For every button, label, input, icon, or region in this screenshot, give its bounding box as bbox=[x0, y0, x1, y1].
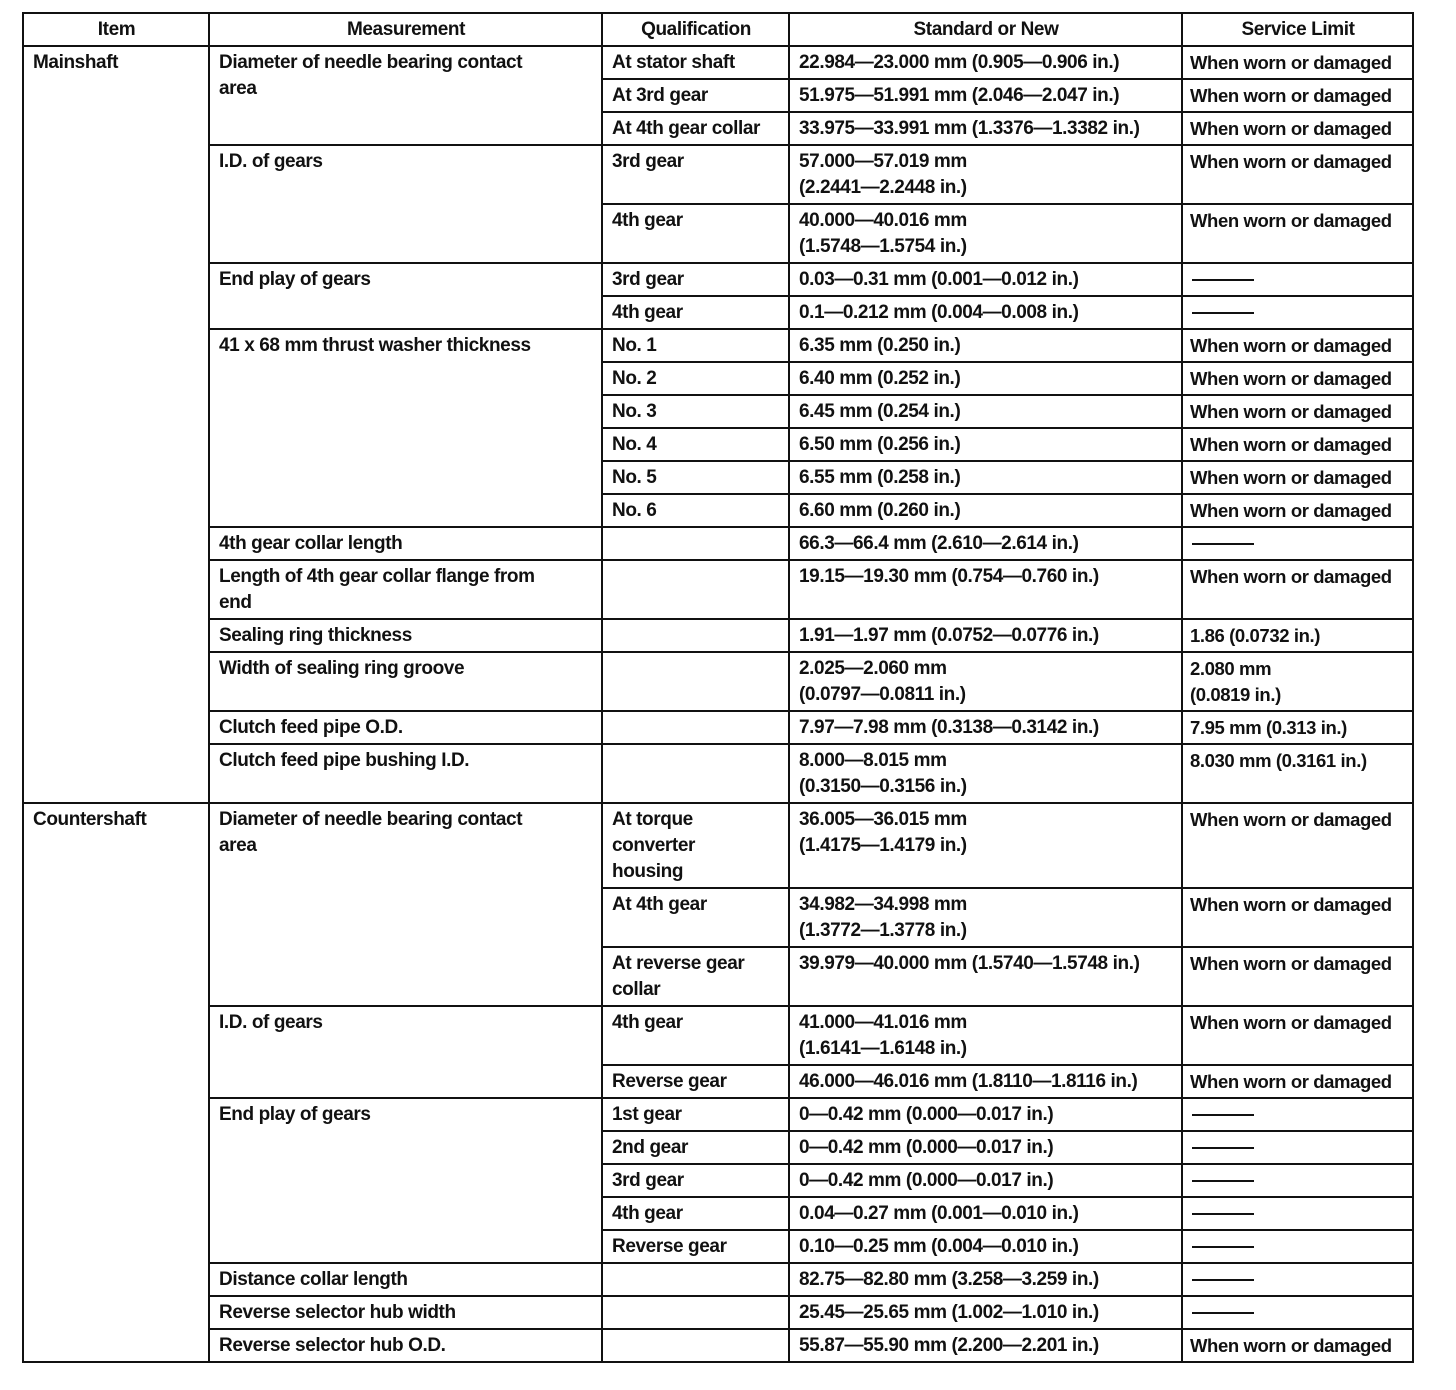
measurement-cell bbox=[209, 145, 602, 263]
qualification-cell bbox=[602, 1006, 789, 1065]
cell-line: (0.0797—0.0811 in.) bbox=[799, 684, 966, 705]
qualification-cell bbox=[602, 1131, 789, 1164]
dash-rule bbox=[1192, 279, 1254, 281]
cell-line: 4th gear bbox=[612, 1203, 683, 1224]
qualification-cell bbox=[602, 744, 789, 803]
service-limit-cell bbox=[1182, 1296, 1413, 1329]
qualification-cell bbox=[602, 204, 789, 263]
qualification-cell bbox=[602, 362, 789, 395]
standard-cell bbox=[789, 744, 1182, 803]
standard-cell bbox=[789, 79, 1182, 112]
header-row bbox=[23, 13, 1413, 46]
cell-line: area bbox=[219, 835, 257, 856]
cell-line: 0—0.42 mm (0.000—0.017 in.) bbox=[799, 1137, 1054, 1158]
service-limit-cell bbox=[1182, 1164, 1413, 1197]
measurement-cell bbox=[209, 619, 602, 652]
cell-line: When worn or damaged bbox=[1190, 500, 1392, 521]
cell-line: 0.04—0.27 mm (0.001—0.010 in.) bbox=[799, 1203, 1079, 1224]
cell-line: Sealing ring thickness bbox=[219, 625, 412, 646]
qualification-cell bbox=[602, 1230, 789, 1263]
cell-line: At torque bbox=[612, 809, 693, 830]
table-row bbox=[23, 619, 1413, 652]
cell-line: 0—0.42 mm (0.000—0.017 in.) bbox=[799, 1104, 1054, 1125]
header-item: Item bbox=[23, 13, 209, 46]
table-row bbox=[23, 744, 1413, 803]
service-limit-cell bbox=[1182, 803, 1413, 888]
measurement-cell bbox=[209, 329, 602, 527]
qualification-cell bbox=[602, 395, 789, 428]
header-measurement: Measurement bbox=[209, 13, 602, 46]
service-limit-cell bbox=[1182, 744, 1413, 803]
cell-line: Diameter of needle bearing contact bbox=[219, 52, 523, 73]
cell-line: 46.000—46.016 mm (1.8110—1.8116 in.) bbox=[799, 1071, 1138, 1092]
measurement-cell bbox=[209, 1006, 602, 1098]
qualification-cell bbox=[602, 527, 789, 560]
cell-line: 22.984—23.000 mm (0.905—0.906 in.) bbox=[799, 52, 1120, 73]
standard-cell bbox=[789, 1098, 1182, 1131]
service-limit-cell bbox=[1182, 329, 1413, 362]
cell-line: (1.6141—1.6148 in.) bbox=[799, 1038, 967, 1059]
cell-line: (1.3772—1.3778 in.) bbox=[799, 920, 967, 941]
service-limit-cell bbox=[1182, 428, 1413, 461]
qualification-cell bbox=[602, 652, 789, 711]
cell-line: When worn or damaged bbox=[1190, 1071, 1392, 1092]
standard-cell bbox=[789, 711, 1182, 744]
cell-line: 0.10—0.25 mm (0.004—0.010 in.) bbox=[799, 1236, 1079, 1257]
service-limit-cell bbox=[1182, 1197, 1413, 1230]
qualification-cell bbox=[602, 1098, 789, 1131]
standard-cell bbox=[789, 1197, 1182, 1230]
service-limit-cell bbox=[1182, 527, 1413, 560]
standard-cell bbox=[789, 527, 1182, 560]
cell-line: When worn or damaged bbox=[1190, 809, 1392, 830]
cell-line: 4th gear collar length bbox=[219, 533, 403, 554]
cell-line: 19.15—19.30 mm (0.754—0.760 in.) bbox=[799, 566, 1099, 587]
no-limit-dash bbox=[1190, 1135, 1408, 1161]
cell-line: 0.03—0.31 mm (0.001—0.012 in.) bbox=[799, 269, 1079, 290]
standard-cell bbox=[789, 461, 1182, 494]
no-limit-dash bbox=[1190, 1168, 1408, 1194]
cell-line: At stator shaft bbox=[612, 52, 735, 73]
table-row bbox=[23, 560, 1413, 619]
table-row bbox=[23, 803, 1413, 888]
cell-line: (0.0819 in.) bbox=[1190, 684, 1281, 705]
dash-rule bbox=[1192, 1114, 1254, 1116]
qualification-cell bbox=[602, 1197, 789, 1230]
dash-rule bbox=[1192, 1246, 1254, 1248]
cell-line: 0—0.42 mm (0.000—0.017 in.) bbox=[799, 1170, 1054, 1191]
standard-cell bbox=[789, 652, 1182, 711]
dash-rule bbox=[1192, 1312, 1254, 1314]
cell-line: Clutch feed pipe bushing I.D. bbox=[219, 750, 470, 771]
dash-rule bbox=[1192, 1279, 1254, 1281]
measurement-cell bbox=[209, 263, 602, 329]
measurement-cell bbox=[209, 652, 602, 711]
cell-line: 33.975—33.991 mm (1.3376—1.3382 in.) bbox=[799, 118, 1140, 139]
item-cell: Mainshaft bbox=[23, 46, 209, 803]
cell-line: 6.45 mm (0.254 in.) bbox=[799, 401, 961, 422]
item-cell: Countershaft bbox=[23, 803, 209, 1362]
cell-line: End play of gears bbox=[219, 1104, 371, 1125]
cell-line: When worn or damaged bbox=[1190, 1012, 1392, 1033]
no-limit-dash bbox=[1190, 1267, 1408, 1293]
cell-line: 2nd gear bbox=[612, 1137, 688, 1158]
cell-line: (1.4175—1.4179 in.) bbox=[799, 835, 967, 856]
cell-line: At 4th gear bbox=[612, 894, 707, 915]
cell-line: 6.35 mm (0.250 in.) bbox=[799, 335, 961, 356]
dash-rule bbox=[1192, 1180, 1254, 1182]
qualification-cell bbox=[602, 560, 789, 619]
cell-line: Width of sealing ring groove bbox=[219, 658, 465, 679]
cell-line: 1.86 (0.0732 in.) bbox=[1190, 625, 1320, 646]
qualification-cell bbox=[602, 263, 789, 296]
cell-line: When worn or damaged bbox=[1190, 401, 1392, 422]
standard-cell bbox=[789, 1006, 1182, 1065]
service-limit-cell bbox=[1182, 145, 1413, 204]
cell-line: 8.030 mm (0.3161 in.) bbox=[1190, 750, 1367, 771]
service-limit-cell bbox=[1182, 619, 1413, 652]
standard-cell bbox=[789, 362, 1182, 395]
standard-cell bbox=[789, 1296, 1182, 1329]
cell-line: When worn or damaged bbox=[1190, 210, 1392, 231]
qualification-cell bbox=[602, 1296, 789, 1329]
table-row bbox=[23, 46, 1413, 79]
qualification-cell bbox=[602, 619, 789, 652]
no-limit-dash bbox=[1190, 1201, 1408, 1227]
standard-cell bbox=[789, 296, 1182, 329]
dash-rule bbox=[1192, 543, 1254, 545]
qualification-cell bbox=[602, 461, 789, 494]
cell-line: When worn or damaged bbox=[1190, 118, 1392, 139]
table-header bbox=[23, 13, 1413, 46]
cell-line: When worn or damaged bbox=[1190, 151, 1392, 172]
standard-cell bbox=[789, 46, 1182, 79]
qualification-cell bbox=[602, 46, 789, 79]
service-limit-cell bbox=[1182, 263, 1413, 296]
service-limit-cell bbox=[1182, 395, 1413, 428]
header-service-limit: Service Limit bbox=[1182, 13, 1413, 46]
cell-line: 57.000—57.019 mm bbox=[799, 151, 967, 172]
table-row bbox=[23, 263, 1413, 296]
service-limit-cell bbox=[1182, 1329, 1413, 1362]
cell-line: 39.979—40.000 mm (1.5740—1.5748 in.) bbox=[799, 953, 1140, 974]
cell-line: When worn or damaged bbox=[1190, 467, 1392, 488]
cell-line: (0.3150—0.3156 in.) bbox=[799, 776, 967, 797]
service-limit-cell bbox=[1182, 1098, 1413, 1131]
service-limit-cell bbox=[1182, 560, 1413, 619]
measurement-cell bbox=[209, 46, 602, 145]
cell-line: No. 6 bbox=[612, 500, 657, 521]
cell-line: 3rd gear bbox=[612, 1170, 684, 1191]
service-limit-cell bbox=[1182, 204, 1413, 263]
measurement-cell bbox=[209, 1329, 602, 1362]
qualification-cell bbox=[602, 112, 789, 145]
cell-line: 51.975—51.991 mm (2.046—2.047 in.) bbox=[799, 85, 1120, 106]
qualification-cell bbox=[602, 494, 789, 527]
cell-line: 7.97—7.98 mm (0.3138—0.3142 in.) bbox=[799, 717, 1099, 738]
cell-line: 41 x 68 mm thrust washer thickness bbox=[219, 335, 531, 356]
measurement-cell bbox=[209, 1098, 602, 1263]
cell-line: 66.3—66.4 mm (2.610—2.614 in.) bbox=[799, 533, 1079, 554]
cell-line: When worn or damaged bbox=[1190, 894, 1392, 915]
table-row bbox=[23, 1098, 1413, 1131]
cell-line: 6.60 mm (0.260 in.) bbox=[799, 500, 961, 521]
cell-line: 41.000—41.016 mm bbox=[799, 1012, 967, 1033]
qualification-cell bbox=[602, 1164, 789, 1197]
table-row bbox=[23, 711, 1413, 744]
cell-line: Clutch feed pipe O.D. bbox=[219, 717, 403, 738]
cell-line: At 3rd gear bbox=[612, 85, 708, 106]
table-row bbox=[23, 1329, 1413, 1362]
standard-cell bbox=[789, 1263, 1182, 1296]
standard-cell bbox=[789, 1329, 1182, 1362]
measurement-cell bbox=[209, 1263, 602, 1296]
qualification-cell bbox=[602, 1065, 789, 1098]
standard-cell bbox=[789, 395, 1182, 428]
cell-line: Reverse gear bbox=[612, 1071, 727, 1092]
measurement-cell bbox=[209, 1296, 602, 1329]
cell-line: At reverse gear bbox=[612, 953, 745, 974]
no-limit-dash bbox=[1190, 300, 1408, 326]
measurement-cell bbox=[209, 560, 602, 619]
measurement-cell bbox=[209, 711, 602, 744]
standard-cell bbox=[789, 1131, 1182, 1164]
cell-line: 4th gear bbox=[612, 1012, 683, 1033]
cell-line: No. 3 bbox=[612, 401, 657, 422]
cell-line: housing bbox=[612, 861, 684, 882]
qualification-cell bbox=[602, 428, 789, 461]
dash-rule bbox=[1192, 312, 1254, 314]
spec-table-wrapper bbox=[22, 12, 1412, 1363]
cell-line: 82.75—82.80 mm (3.258—3.259 in.) bbox=[799, 1269, 1099, 1290]
cell-line: Length of 4th gear collar flange from bbox=[219, 566, 535, 587]
cell-line: No. 5 bbox=[612, 467, 657, 488]
cell-line: area bbox=[219, 78, 257, 99]
table-row bbox=[23, 145, 1413, 204]
qualification-cell bbox=[602, 803, 789, 888]
standard-cell bbox=[789, 888, 1182, 947]
service-limit-cell bbox=[1182, 888, 1413, 947]
cell-line: No. 2 bbox=[612, 368, 657, 389]
cell-line: 2.025—2.060 mm bbox=[799, 658, 947, 679]
cell-line: 4th gear bbox=[612, 210, 683, 231]
header-standard: Standard or New bbox=[789, 13, 1182, 46]
cell-line: End play of gears bbox=[219, 269, 371, 290]
qualification-cell bbox=[602, 888, 789, 947]
cell-line: At 4th gear collar bbox=[612, 118, 761, 139]
qualification-cell bbox=[602, 329, 789, 362]
standard-cell bbox=[789, 112, 1182, 145]
service-limit-cell bbox=[1182, 1230, 1413, 1263]
qualification-cell bbox=[602, 711, 789, 744]
measurement-cell bbox=[209, 744, 602, 803]
service-limit-cell bbox=[1182, 711, 1413, 744]
cell-line: 6.50 mm (0.256 in.) bbox=[799, 434, 961, 455]
qualification-cell bbox=[602, 79, 789, 112]
cell-line: Reverse selector hub O.D. bbox=[219, 1335, 446, 1356]
cell-line: collar bbox=[612, 979, 661, 1000]
cell-line: I.D. of gears bbox=[219, 151, 323, 172]
cell-line: 2.080 mm bbox=[1190, 658, 1272, 679]
table-row bbox=[23, 1296, 1413, 1329]
cell-line: 25.45—25.65 mm (1.002—1.010 in.) bbox=[799, 1302, 1099, 1323]
cell-line: 0.1—0.212 mm (0.004—0.008 in.) bbox=[799, 302, 1079, 323]
no-limit-dash bbox=[1190, 267, 1408, 293]
cell-line: 3rd gear bbox=[612, 151, 684, 172]
service-limit-cell bbox=[1182, 461, 1413, 494]
cell-line: 34.982—34.998 mm bbox=[799, 894, 967, 915]
cell-line: 3rd gear bbox=[612, 269, 684, 290]
standard-cell bbox=[789, 494, 1182, 527]
cell-line: When worn or damaged bbox=[1190, 85, 1392, 106]
standard-cell bbox=[789, 947, 1182, 1006]
cell-line: 40.000—40.016 mm bbox=[799, 210, 967, 231]
no-limit-dash bbox=[1190, 531, 1408, 557]
cell-line: end bbox=[219, 592, 252, 613]
standard-cell bbox=[789, 263, 1182, 296]
service-limit-cell bbox=[1182, 296, 1413, 329]
dash-rule bbox=[1192, 1213, 1254, 1215]
cell-line: 1st gear bbox=[612, 1104, 682, 1125]
cell-line: 4th gear bbox=[612, 302, 683, 323]
cell-line: No. 1 bbox=[612, 335, 657, 356]
cell-line: 36.005—36.015 mm bbox=[799, 809, 967, 830]
service-limit-cell bbox=[1182, 79, 1413, 112]
cell-line: (2.2441—2.2448 in.) bbox=[799, 177, 967, 198]
standard-cell bbox=[789, 1065, 1182, 1098]
header-qualification: Qualification bbox=[602, 13, 789, 46]
cell-line: 6.55 mm (0.258 in.) bbox=[799, 467, 961, 488]
specification-table bbox=[22, 12, 1414, 1363]
service-limit-cell bbox=[1182, 947, 1413, 1006]
cell-line: converter bbox=[612, 835, 695, 856]
service-limit-cell bbox=[1182, 112, 1413, 145]
no-limit-dash bbox=[1190, 1300, 1408, 1326]
standard-cell bbox=[789, 329, 1182, 362]
cell-line: When worn or damaged bbox=[1190, 368, 1392, 389]
service-limit-cell bbox=[1182, 1065, 1413, 1098]
cell-line: No. 4 bbox=[612, 434, 657, 455]
cell-line: When worn or damaged bbox=[1190, 1335, 1392, 1356]
qualification-cell bbox=[602, 1263, 789, 1296]
service-limit-cell bbox=[1182, 46, 1413, 79]
cell-line: Distance collar length bbox=[219, 1269, 408, 1290]
cell-line: 8.000—8.015 mm bbox=[799, 750, 947, 771]
service-limit-cell bbox=[1182, 362, 1413, 395]
table-row bbox=[23, 329, 1413, 362]
standard-cell bbox=[789, 428, 1182, 461]
service-limit-cell bbox=[1182, 1006, 1413, 1065]
measurement-cell bbox=[209, 527, 602, 560]
cell-line: 7.95 mm (0.313 in.) bbox=[1190, 717, 1347, 738]
qualification-cell bbox=[602, 947, 789, 1006]
service-limit-cell bbox=[1182, 1131, 1413, 1164]
qualification-cell bbox=[602, 296, 789, 329]
cell-line: (1.5748—1.5754 in.) bbox=[799, 236, 967, 257]
table-row bbox=[23, 1263, 1413, 1296]
standard-cell bbox=[789, 204, 1182, 263]
cell-line: 1.91—1.97 mm (0.0752—0.0776 in.) bbox=[799, 625, 1099, 646]
qualification-cell bbox=[602, 1329, 789, 1362]
service-limit-cell bbox=[1182, 494, 1413, 527]
table-row bbox=[23, 1006, 1413, 1065]
table-row bbox=[23, 527, 1413, 560]
service-limit-cell bbox=[1182, 1263, 1413, 1296]
cell-line: Diameter of needle bearing contact bbox=[219, 809, 523, 830]
standard-cell bbox=[789, 1164, 1182, 1197]
cell-line: When worn or damaged bbox=[1190, 52, 1392, 73]
cell-line: Reverse selector hub width bbox=[219, 1302, 456, 1323]
cell-line: When worn or damaged bbox=[1190, 566, 1392, 587]
standard-cell bbox=[789, 1230, 1182, 1263]
cell-line: I.D. of gears bbox=[219, 1012, 323, 1033]
table-row bbox=[23, 652, 1413, 711]
no-limit-dash bbox=[1190, 1234, 1408, 1260]
dash-rule bbox=[1192, 1147, 1254, 1149]
cell-line: 55.87—55.90 mm (2.200—2.201 in.) bbox=[799, 1335, 1099, 1356]
cell-line: When worn or damaged bbox=[1190, 953, 1392, 974]
cell-line: 6.40 mm (0.252 in.) bbox=[799, 368, 961, 389]
measurement-cell bbox=[209, 803, 602, 1006]
cell-line: When worn or damaged bbox=[1190, 335, 1392, 356]
standard-cell bbox=[789, 803, 1182, 888]
standard-cell bbox=[789, 145, 1182, 204]
standard-cell bbox=[789, 560, 1182, 619]
no-limit-dash bbox=[1190, 1102, 1408, 1128]
standard-cell bbox=[789, 619, 1182, 652]
service-limit-cell bbox=[1182, 652, 1413, 711]
qualification-cell bbox=[602, 145, 789, 204]
cell-line: Reverse gear bbox=[612, 1236, 727, 1257]
table-body bbox=[23, 46, 1413, 1362]
cell-line: When worn or damaged bbox=[1190, 434, 1392, 455]
